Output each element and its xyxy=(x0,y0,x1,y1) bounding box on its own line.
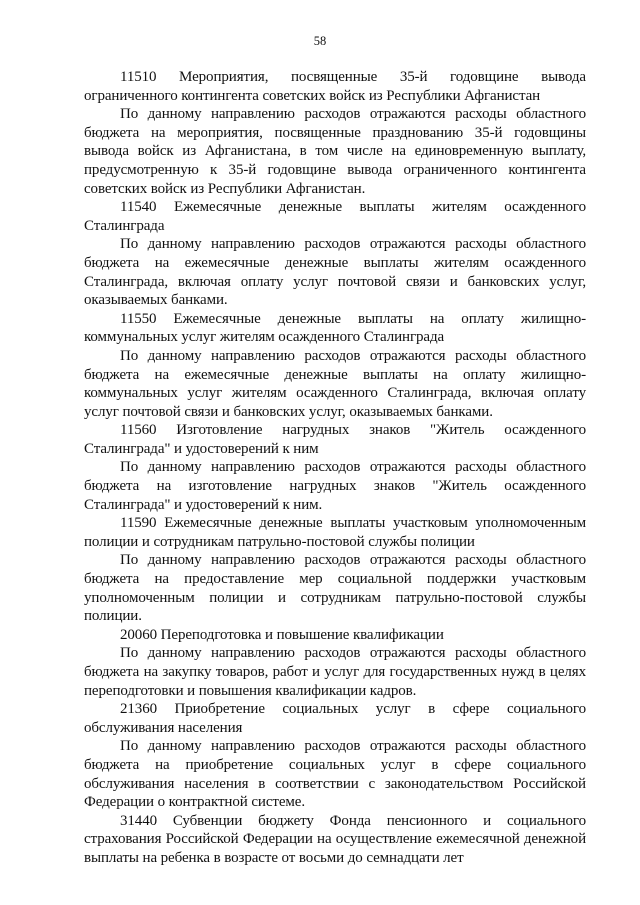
body-paragraph: По данному направлению расходов отражаются расходы областного бюджета на ежемесячные денежные выплаты на оплату жилищно-коммунальных услуг жителям осажденного Сталинграда, включая оплату услуг почтовой связи и банковских услуг, оказываемых банками. xyxy=(84,347,586,420)
body-paragraph: По данному направлению расходов отражаются расходы областного бюджета на предоставление мер социальной поддержки участковым уполномоченным полиции и сотрудникам патрульно-постовой службы полиции. xyxy=(84,552,586,625)
budget-code-heading: 21360 Приобретение социальных услуг в сфере социального обслуживания населения xyxy=(84,701,586,736)
budget-code-heading: 11560 Изготовление нагрудных знаков "Житель осажденного Сталинграда" и удостоверений к ним xyxy=(84,422,586,457)
body-paragraph: По данному направлению расходов отражаются расходы областного бюджета на приобретение социальных услуг в сфере социального обслуживания населения в соответствии с законодательством Российской Федерации о контрактной системе. xyxy=(84,738,586,811)
body-paragraph: По данному направлению расходов отражаются расходы областного бюджета на изготовление нагрудных знаков "Житель осажденного Сталинграда" и удостоверений к ним. xyxy=(84,459,586,513)
budget-code-heading: 31440 Субвенции бюджету Фонда пенсионного и социального страхования Российской Федерации на осуществление ежемесячной денежной выплаты на ребенка в возрасте от восьми до семнадцати лет xyxy=(84,812,586,866)
budget-code-heading: 20060 Переподготовка и повышение квалификации xyxy=(120,626,444,643)
budget-code-heading: 11550 Ежемесячные денежные выплаты на оплату жилищно-коммунальных услуг жителям осажденного Сталинграда xyxy=(84,310,586,346)
budget-code-heading: 11510 Мероприятия, посвященные 35-й годовщине вывода ограниченного контингента советских войск из Республики Афганистан xyxy=(84,69,586,104)
budget-code-heading: 11540 Ежемесячные денежные выплаты жителям осажденного Сталинграда xyxy=(84,199,586,234)
page-number: 58 xyxy=(313,34,327,48)
body-paragraph: По данному направлению расходов отражаются расходы областного бюджета на мероприятия, посвященные празднованию 35-й годовщины вывода войск из Афганистана, в том числе на единовременную выплату, предусмотренную к 35-й годовщине вывода ограниченного контингента советских войск из Республики Афганистан. xyxy=(84,106,586,197)
document-body xyxy=(84,68,586,868)
body-paragraph: По данному направлению расходов отражаются расходы областного бюджета на закупку товаров, работ и услуг для государственных нужд в целях переподготовки и повышения квалификации кадров. xyxy=(84,645,586,699)
budget-code-heading: 11590 Ежемесячные денежные выплаты участковым уполномоченным полиции и сотрудникам патрульно-постовой службы полиции xyxy=(84,515,586,550)
body-paragraph: По данному направлению расходов отражаются расходы областного бюджета на ежемесячные денежные выплаты жителям осажденного Сталинграда, включая оплату услуг почтовой связи и банковских услуг, оказываемых банками. xyxy=(84,236,586,309)
